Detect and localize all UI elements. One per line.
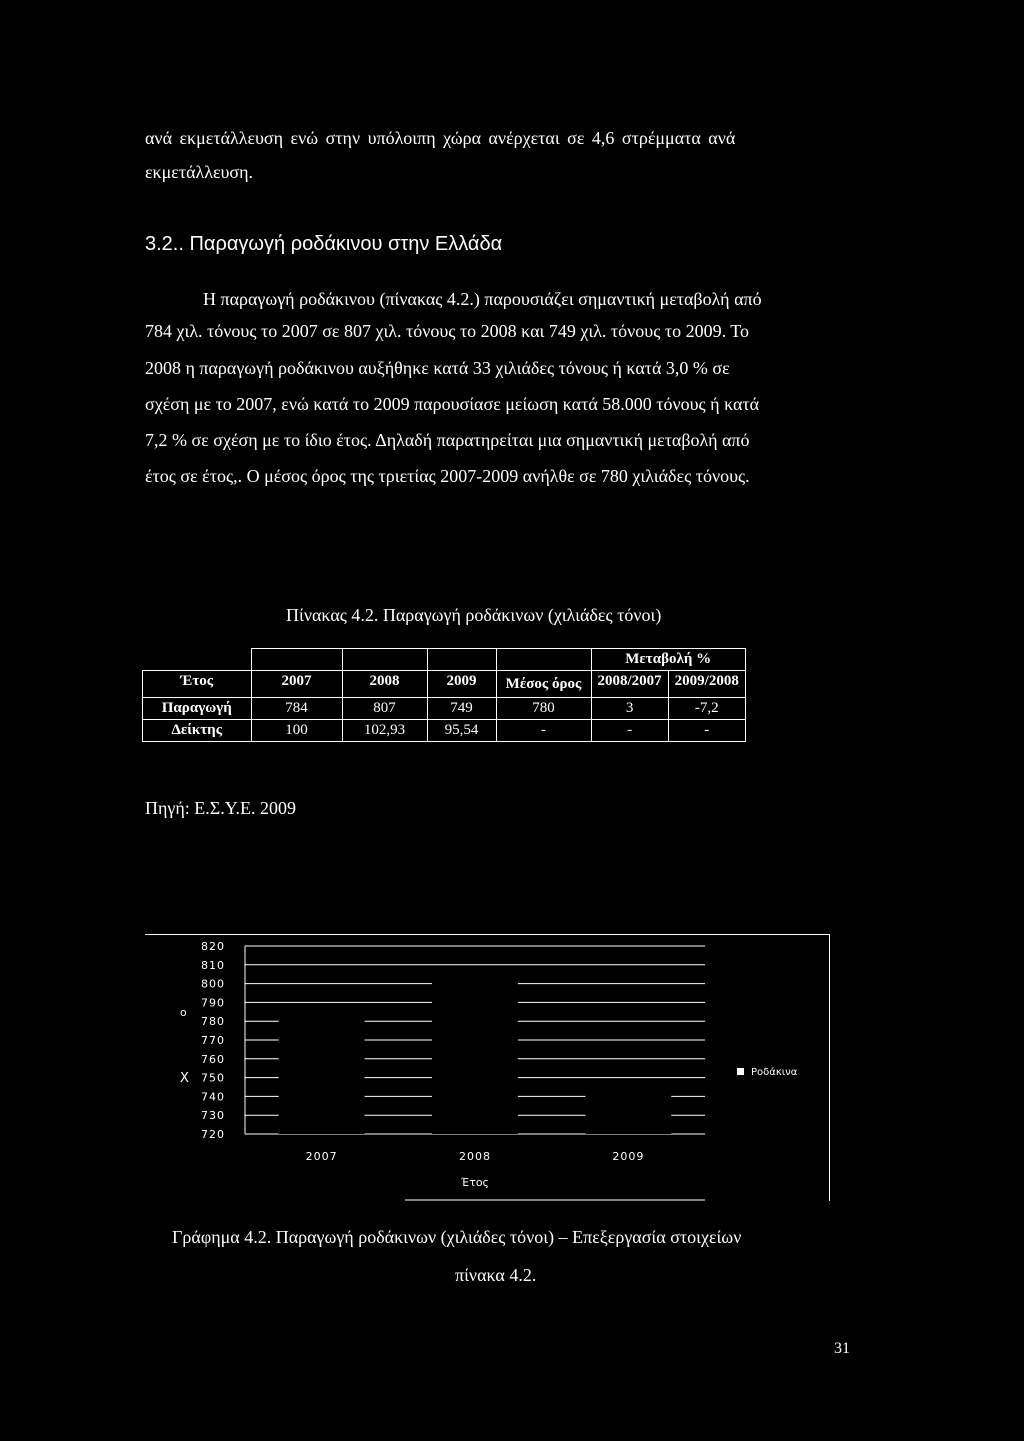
bar (432, 970, 518, 1134)
table-cell: 95,54 (427, 720, 496, 742)
section-heading: 3.2.. Παραγωγή ροδάκινου στην Ελλάδα (145, 233, 503, 255)
table-cell: 100 (251, 720, 342, 742)
legend-swatch (737, 1068, 744, 1075)
paragraph-line: έτος σε έτος,. Ο μέσος όρος της τριετίας 2007-2009 ανήλθε σε 780 χιλιάδες τόνους. (145, 466, 750, 486)
y-axis-label: Χ (180, 1071, 189, 1086)
table-row (143, 671, 746, 698)
table-cell: Δείκτης (143, 720, 252, 742)
y-tick-label: 740 (201, 1090, 225, 1104)
table-header: 2009/2008 (668, 671, 745, 698)
y-tick-label: 810 (201, 958, 225, 972)
table-cell: - (668, 720, 745, 742)
paragraph-line: 2008 η παραγωγή ροδάκινου αυξήθηκε κατά 33 χιλιάδες τόνους ή κατά 3,0 % σε (145, 358, 730, 378)
x-tick-label: 2009 (612, 1150, 645, 1163)
table-cell: Παραγωγή (143, 698, 252, 720)
production-table (142, 648, 746, 742)
y-tick-label: 820 (201, 940, 225, 953)
y-tick-label: 800 (201, 977, 225, 991)
y-axis-label: ο (180, 1006, 187, 1019)
table-header: 2008/2007 (591, 671, 668, 698)
bar (585, 1079, 671, 1134)
production-chart (145, 934, 829, 1204)
table-cell: 102,93 (342, 720, 427, 742)
intro-line-2: εκμετάλλευση. (145, 162, 254, 182)
table-row (143, 698, 746, 720)
table-row (143, 720, 746, 742)
table-header: 2008 (342, 671, 427, 698)
table-header: Μέσος όρος (496, 671, 591, 698)
x-axis-title: Έτος (460, 1176, 490, 1189)
paragraph-line: 784 χιλ. τόνους το 2007 σε 807 χιλ. τόνους το 2008 και 749 χιλ. τόνους το 2009. Το (145, 321, 749, 341)
y-tick-label: 760 (201, 1052, 225, 1066)
paragraph-line: Η παραγωγή ροδάκινου (πίνακας 4.2.) παρουσιάζει σημαντική μεταβολή από (203, 289, 762, 309)
y-tick-label: 790 (201, 996, 225, 1010)
y-tick-label: 750 (201, 1071, 225, 1085)
table-cell: 780 (496, 698, 591, 720)
change-group-header: Μεταβολή % (591, 649, 745, 671)
table-cell: 784 (251, 698, 342, 720)
figure-caption-line-1: Γράφημα 4.2. Παραγωγή ροδάκινων (χιλιάδες τόνοι) – Επεξεργασία στοιχείων (172, 1227, 742, 1247)
table-header: 2009 (427, 671, 496, 698)
table-source: Πηγή: Ε.Σ.Υ.Ε. 2009 (145, 798, 297, 818)
paragraph-line: σχέση με το 2007, ενώ κατά το 2009 παρουσίασε μείωση κατά 58.000 τόνους ή κατά (145, 394, 760, 414)
table-cell: -7,2 (668, 698, 745, 720)
y-tick-label: 770 (201, 1034, 225, 1047)
table-header: 2007 (251, 671, 342, 698)
table-cell: - (591, 720, 668, 742)
bar (279, 1014, 365, 1134)
x-tick-label: 2008 (459, 1150, 491, 1163)
table-row (143, 649, 746, 671)
table-cell: 807 (342, 698, 427, 720)
paragraph-line: 7,2 % σε σχέση με το ίδιο έτος. Δηλαδή παρατηρείται μια σημαντική μεταβολή από (145, 430, 750, 450)
y-tick-label: 730 (201, 1109, 225, 1123)
legend-label: Ροδάκινα (751, 1067, 798, 1078)
figure-caption-line-2: πίνακα 4.2. (455, 1265, 537, 1285)
intro-line-1: ανά εκμετάλλευση ενώ στην υπόλοιπη χώρα ανέρχεται σε 4,6 στρέμματα ανά (145, 128, 736, 148)
y-tick-label: 720 (201, 1128, 225, 1141)
y-tick-label: 780 (201, 1015, 225, 1029)
table-caption: Πίνακας 4.2. Παραγωγή ροδάκινων (χιλιάδες τόνοι) (286, 605, 662, 625)
page-number: 31 (834, 1340, 850, 1357)
table-cell: 3 (591, 698, 668, 720)
x-tick-label: 2007 (305, 1150, 338, 1163)
table-header: Έτος (143, 671, 252, 698)
table-cell: 749 (427, 698, 496, 720)
table-cell: - (496, 720, 591, 742)
